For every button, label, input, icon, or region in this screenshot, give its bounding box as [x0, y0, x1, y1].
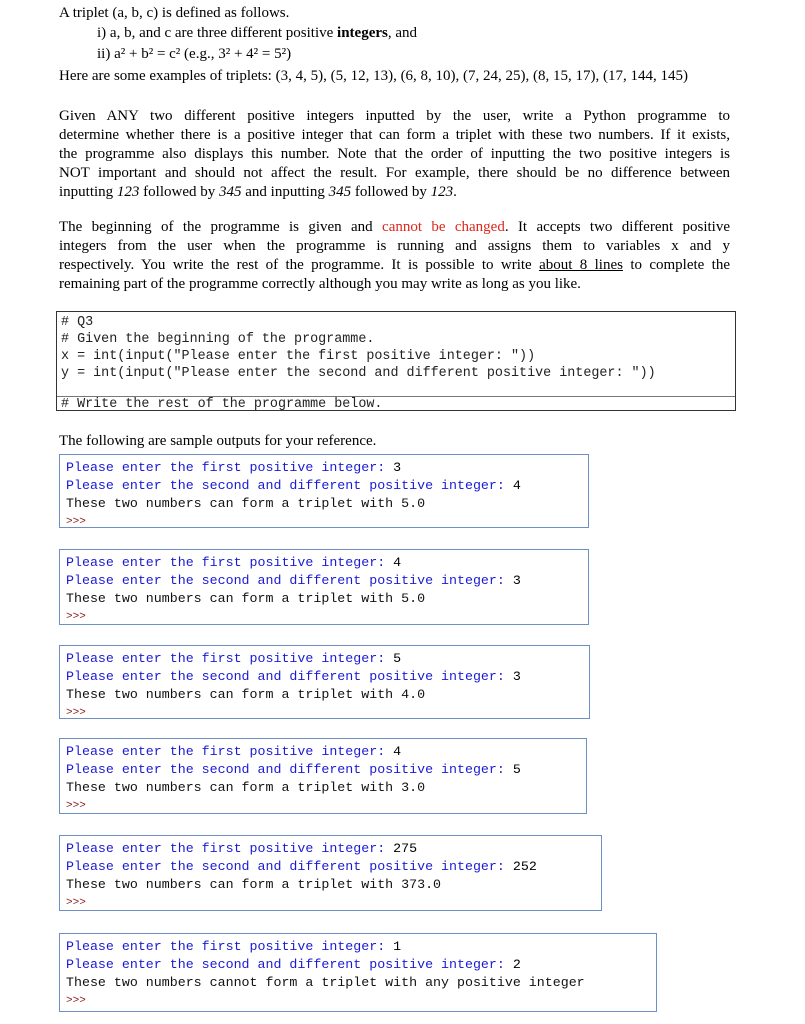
- sample-line-first: Please enter the first positive integer: 4: [66, 744, 402, 759]
- starter-code-box: [56, 311, 736, 411]
- definition-heading: A triplet (a, b, c) is defined as follows.: [59, 5, 290, 21]
- sample-output-2: [59, 549, 589, 625]
- code-line-3: x = int(input("Please enter the first positive integer: ")): [61, 349, 536, 364]
- sample-line-result: These two numbers can form a triplet with 4.0: [66, 687, 426, 702]
- samples-heading: The following are sample outputs for your reference.: [59, 433, 377, 449]
- sample-output-4: [59, 738, 587, 814]
- sample-line-first: Please enter the first positive integer: 3: [66, 460, 402, 475]
- sample-line-prompt: >>>: [66, 800, 86, 812]
- code-line-1: # Q3: [61, 315, 94, 330]
- sample-output-1: [59, 454, 589, 528]
- sample-output-3: [59, 645, 590, 719]
- sample-line-prompt: >>>: [66, 897, 86, 909]
- triplet-examples: Here are some examples of triplets: (3, 4, 5), (5, 12, 13), (6, 8, 10), (7, 24, 25), (8, 15, 17), (17, 144, 145): [59, 68, 689, 84]
- sample-line-second: Please enter the second and different positive integer: 3: [66, 573, 521, 588]
- sample-line-second: Please enter the second and different positive integer: 4: [66, 478, 521, 493]
- sample-line-first: Please enter the first positive integer: 275: [66, 841, 418, 856]
- sample-line-second: Please enter the second and different positive integer: 5: [66, 762, 521, 777]
- begin-line-2: integers from the user when the programme is running and assigns them to variables x and y: [59, 238, 730, 254]
- task-line-1: Given ANY two different positive integers inputted by the user, write a Python programme to: [59, 108, 730, 124]
- sample-line-result: These two numbers can form a triplet with 3.0: [66, 780, 426, 795]
- sample-output-6: [59, 933, 657, 1012]
- sample-line-result: These two numbers cannot form a triplet with any positive integer: [66, 975, 585, 990]
- condition-2: ii) a² + b² = c² (e.g., 3² + 4² = 5²): [97, 46, 292, 62]
- sample-line-second: Please enter the second and different positive integer: 3: [66, 669, 521, 684]
- sample-line-result: These two numbers can form a triplet with 5.0: [66, 496, 426, 511]
- task-line-4: NOT important and should not affect the result. For example, there should be no difference between: [59, 165, 730, 181]
- code-line-2: # Given the beginning of the programme.: [61, 332, 375, 347]
- sample-line-prompt: >>>: [66, 611, 86, 623]
- task-line-3: the programme also displays this number. Note that the order of inputting the two positive integers is: [59, 146, 730, 162]
- sample-line-second: Please enter the second and different positive integer: 2: [66, 957, 521, 972]
- sample-line-result: These two numbers can form a triplet with 373.0: [66, 877, 442, 892]
- code-line-4: y = int(input("Please enter the second and different positive integer: ")): [61, 366, 656, 381]
- sample-line-prompt: >>>: [66, 516, 86, 528]
- begin-line-1: The beginning of the programme is given and cannot be changed. It accepts two different positive: [59, 219, 730, 235]
- sample-line-first: Please enter the first positive integer: 1: [66, 939, 402, 954]
- condition-1: i) a, b, and c are three different positive integers, and: [97, 25, 418, 41]
- sample-line-first: Please enter the first positive integer: 4: [66, 555, 402, 570]
- sample-output-5: [59, 835, 602, 911]
- sample-line-second: Please enter the second and different positive integer: 252: [66, 859, 537, 874]
- begin-line-4: remaining part of the programme correctly although you may write as long as you like.: [59, 276, 581, 292]
- code-line-5: # Write the rest of the programme below.: [61, 397, 383, 412]
- sample-line-first: Please enter the first positive integer: 5: [66, 651, 402, 666]
- sample-line-prompt: >>>: [66, 995, 86, 1007]
- sample-line-prompt: >>>: [66, 707, 86, 719]
- task-line-2: determine whether there is a positive integer that can form a triplet with these two numbers. If it exists,: [59, 127, 730, 143]
- task-line-5: inputting 123 followed by 345 and inputting 345 followed by 123.: [59, 184, 457, 200]
- sample-line-result: These two numbers can form a triplet with 5.0: [66, 591, 426, 606]
- begin-line-3: respectively. You write the rest of the programme. It is possible to write about 8 lines to complete the: [59, 257, 731, 273]
